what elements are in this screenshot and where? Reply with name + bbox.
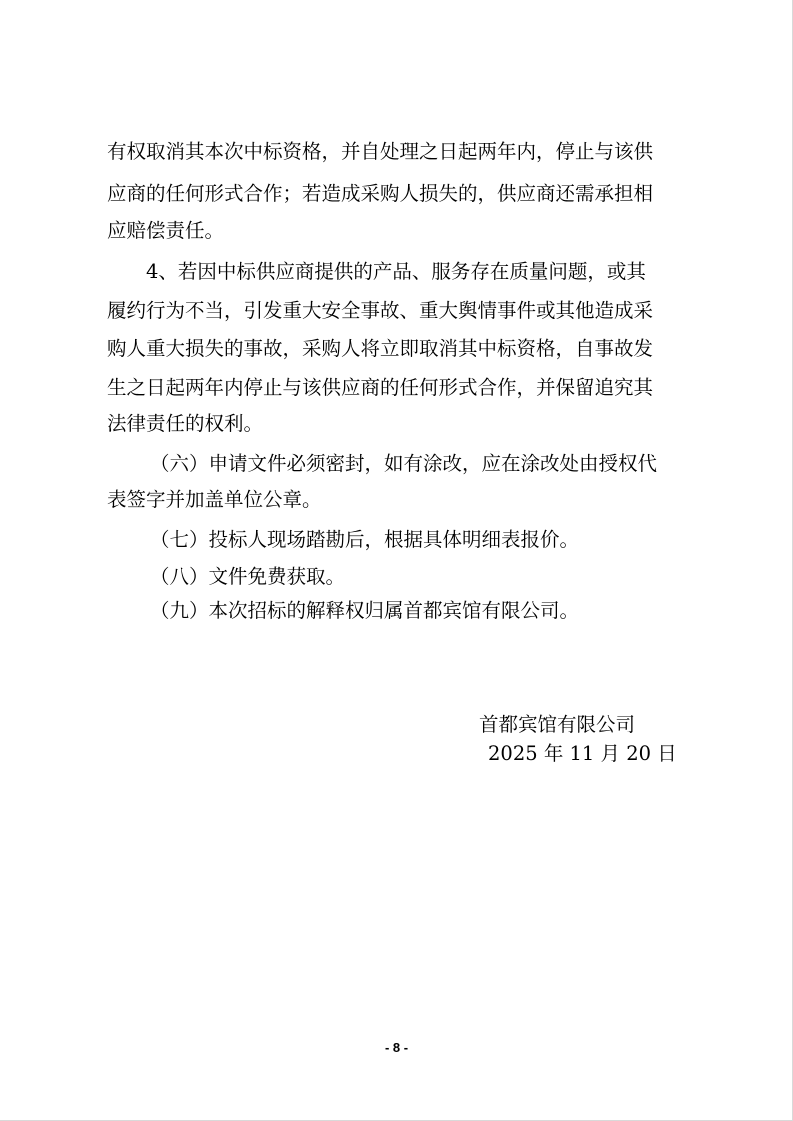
paragraph-line: 4、若因中标供应商提供的产品、服务存在质量问题，或其: [146, 260, 646, 283]
page-number: - 8 -: [384, 1040, 409, 1055]
signature-company: 首都宾馆有限公司: [479, 713, 636, 736]
paragraph-line: 购人重大损失的事故，采购人将立即取消其中标资格，自事故发: [107, 337, 654, 360]
paragraph-line: 有权取消其本次中标资格，并自处理之日起两年内，停止与该供: [107, 140, 654, 163]
paragraph-line: 法律责任的权利。: [107, 412, 264, 435]
paragraph-line: （八）文件免费获取。: [150, 565, 346, 588]
paragraph-line: （九）本次招标的解释权归属首都宾馆有限公司。: [150, 599, 580, 622]
paragraph-line: （六）申请文件必须密封，如有涂改，应在涂改处由授权代: [150, 452, 658, 475]
signature-date: 2025 年 11 月 20 日: [488, 742, 677, 765]
paragraph-line: （七）投标人现场踏勘后，根据具体明细表报价。: [150, 528, 580, 551]
paragraph-line: 生之日起两年内停止与该供应商的任何形式合作，并保留追究其: [107, 376, 654, 399]
paragraph-line: 履约行为不当，引发重大安全事故、重大舆情事件或其他造成采: [107, 299, 654, 322]
paragraph-line: 表签字并加盖单位公章。: [107, 488, 322, 511]
paragraph-line: 应商的任何形式合作；若造成采购人损失的，供应商还需承担相: [107, 182, 654, 205]
paragraph-line: 应赔偿责任。: [107, 219, 225, 242]
